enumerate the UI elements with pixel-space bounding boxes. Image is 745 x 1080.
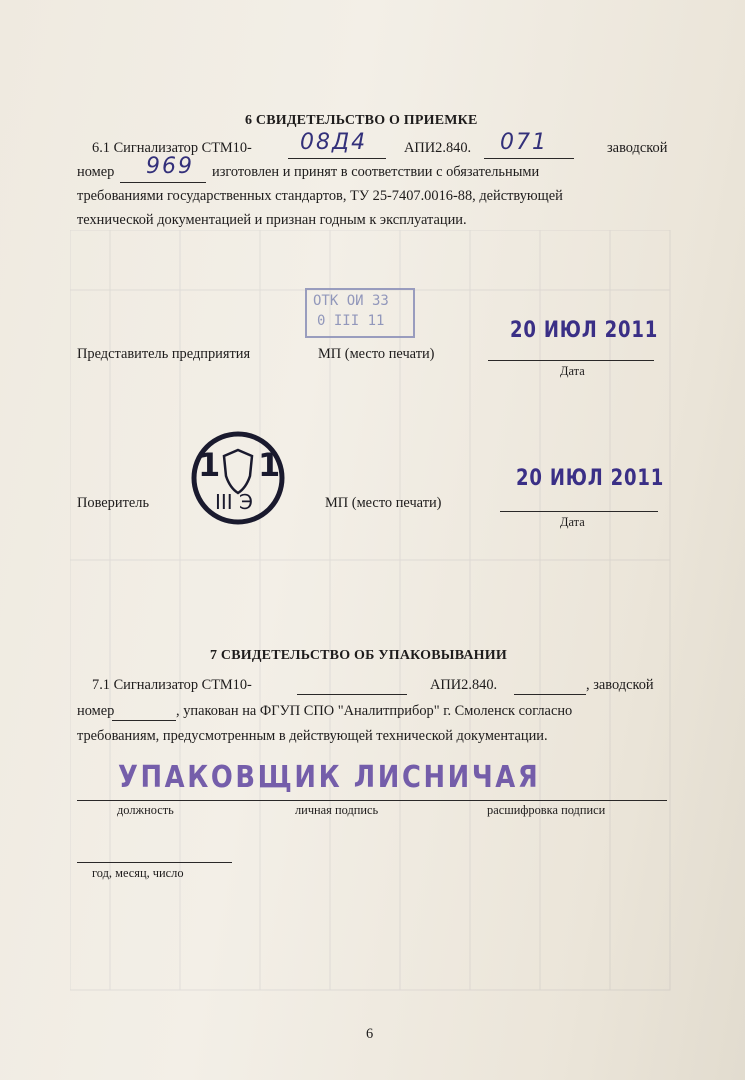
s6-line2-start: номер [77,164,115,180]
s7-line2-start: номер [77,703,115,719]
serial-handwritten: 969 [146,154,194,179]
otk-stamp-line2: 0 III 11 [317,313,385,329]
date-line-2 [500,511,658,512]
s7-line1-mid: АПИ2.840. [430,677,498,693]
s7-line3: требованиям, предусмотренным в действующей технической документации. [77,728,548,744]
otk-stamp-line1: ОТК ОИ 33 [313,293,389,309]
s6-line1-end: заводской [607,140,668,156]
date-line-3 [77,862,232,863]
date-line-1 [488,360,654,361]
date-stamp-2: 20 ИЮЛ 2011 [516,466,665,491]
model-field-line [288,158,386,159]
verifier-stamp-bottom: III Э [215,490,254,514]
representative-label: Представитель предприятия [77,346,251,362]
s6-line1-mid: АПИ2.840. [404,140,472,156]
s6-line1-start: 6.1 Сигнализатор СТМ10- [92,140,252,156]
s7-api-field-line [514,694,586,695]
decode-label: расшифровка подписи [487,803,606,817]
s6-line4: технической документацией и признан годным к эксплуатации. [77,212,467,228]
date-stamp-1: 20 ИЮЛ 2011 [510,318,659,343]
verifier-stamp [190,430,286,526]
verifier-stamp-right-digit: 1 [258,446,281,484]
s7-line2-end: , упакован на ФГУП СПО "Аналитприбор" г. Смоленск согласно [176,703,573,719]
verifier-stamp-left-digit: 1 [198,446,221,484]
position-label: должность [117,803,174,817]
date-label-3: год, месяц, число [92,866,184,880]
date-label-2: Дата [560,515,585,529]
s6-line2-end: изготовлен и принят в соответствии с обязательными [212,164,540,180]
api-field-line [484,158,574,159]
s7-model-field-line [297,694,407,695]
packer-stamp: УПАКОВЩИК ЛИСНИЧАЯ [118,760,541,795]
section-7-title: 7 СВИДЕТЕЛЬСТВО ОБ УПАКОВЫВАНИИ [210,648,507,663]
s7-serial-field-line [112,720,176,721]
api-handwritten: 071 [500,130,548,155]
model-handwritten: 08Д4 [300,130,368,155]
page-number: 6 [366,1026,374,1042]
otk-stamp [305,288,415,338]
s7-line1-end: , заводской [586,677,654,693]
s6-line3: требованиями государственных стандартов, ТУ 25-7407.0016-88, действующей [77,188,563,204]
serial-field-line [120,182,206,183]
signature-label: личная подпись [295,803,379,817]
verifier-label: Поверитель [77,495,150,511]
s7-line1-start: 7.1 Сигнализатор СТМ10- [92,677,252,693]
date-label-1: Дата [560,364,585,378]
seal-label-2: МП (место печати) [325,495,442,511]
seal-label-1: МП (место печати) [318,346,435,362]
signature-line [77,800,667,801]
section-6-title: 6 СВИДЕТЕЛЬСТВО О ПРИЕМКЕ [245,113,478,128]
